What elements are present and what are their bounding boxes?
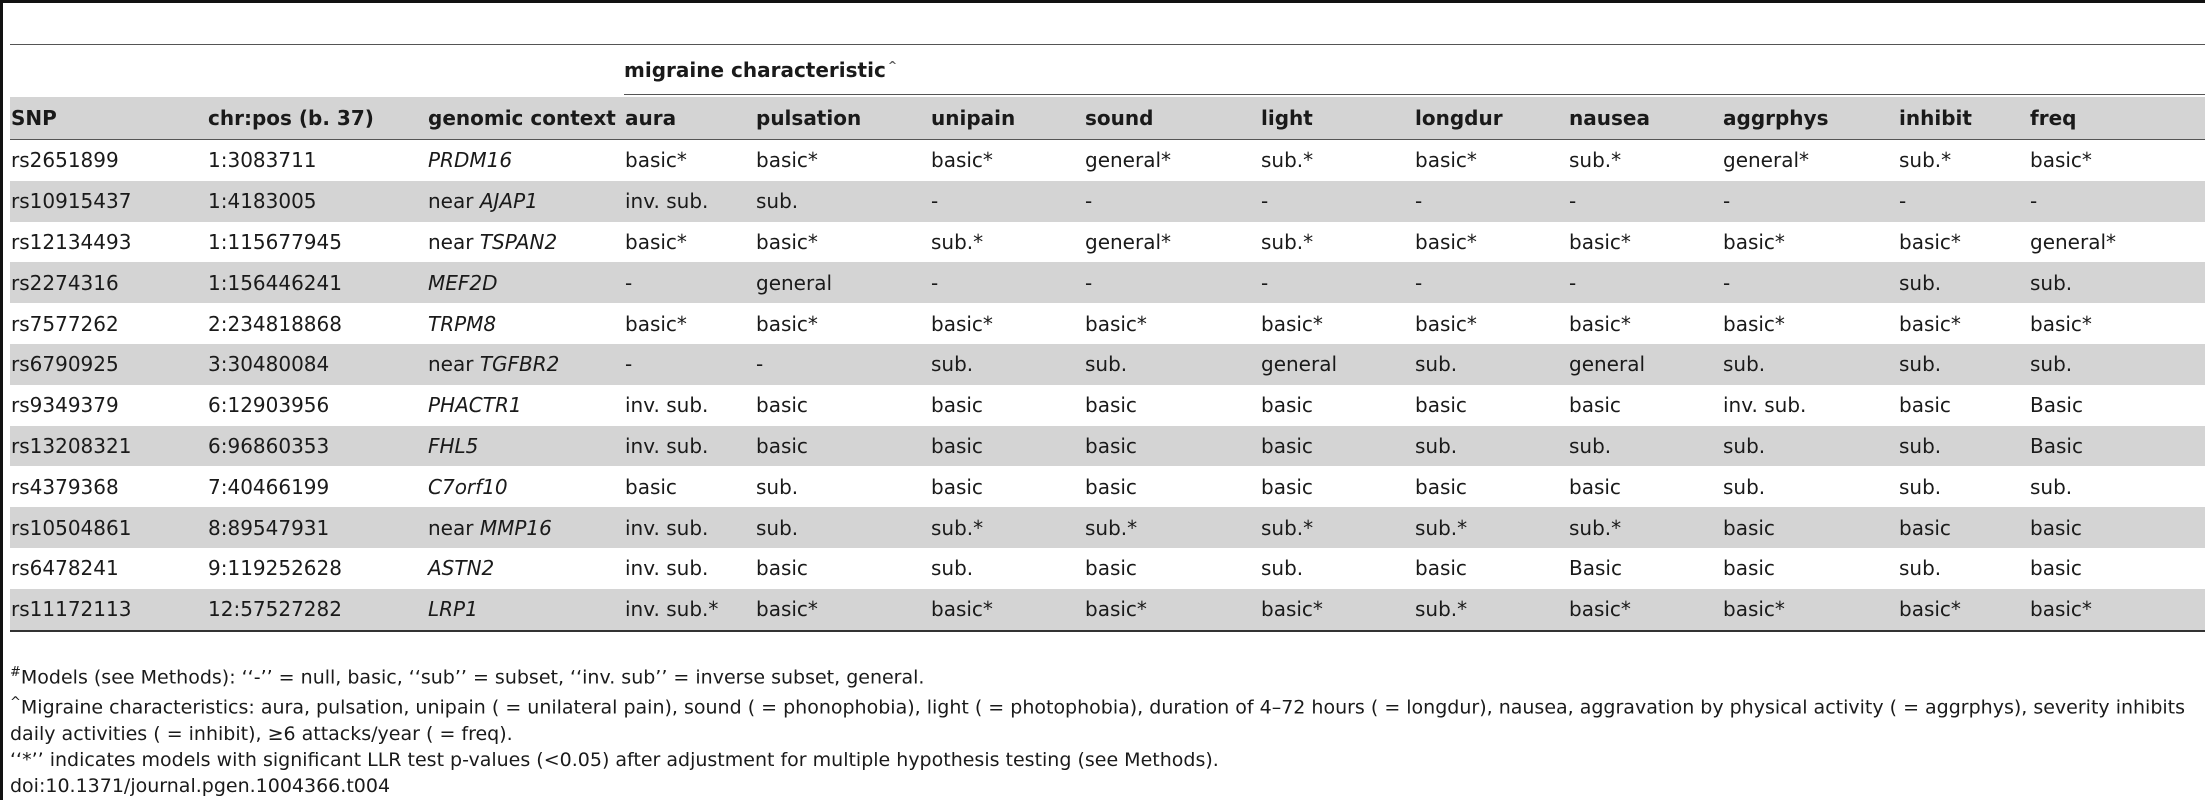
column-header: SNP: [10, 97, 207, 140]
position-cell: 7:40466199: [208, 474, 330, 499]
model-cell: sub.*: [1260, 507, 1414, 548]
position-cell: 3:30480084: [207, 344, 427, 385]
column-header: sound: [1084, 97, 1260, 140]
model-cell: -: [1414, 181, 1568, 222]
model-cell: basic: [1415, 393, 1467, 418]
model-cell: -: [930, 181, 1084, 222]
model-cell: basic*: [931, 311, 993, 336]
footnote-models-text: Models (see Methods): ‘‘-’’ = null, basic, ‘‘sub’’ = subset, ‘‘inv. sub’’ = inverse subset, general.: [20, 666, 925, 689]
model-cell: sub.: [1084, 344, 1260, 385]
genomic-context-cell: [427, 262, 624, 303]
table-row: [10, 262, 2205, 303]
footnote-models-marker: #: [10, 665, 21, 680]
snp-cell: rs10504861: [10, 507, 207, 548]
table-row: [10, 426, 2205, 467]
model-cell: sub.: [1899, 556, 1942, 581]
table-row: [10, 507, 2205, 548]
model-cell: basic: [2030, 556, 2082, 581]
snp-cell: rs10915437: [10, 181, 207, 222]
model-cell: basic: [1722, 507, 1898, 548]
model-cell: basic: [755, 426, 930, 467]
model-cell: basic: [1898, 507, 2029, 548]
model-cell: inv. sub.: [624, 181, 755, 222]
results-table: [10, 44, 2205, 632]
model-cell: -: [1568, 181, 1722, 222]
model-cell: general*: [1085, 229, 1172, 254]
model-cell: sub.*: [1414, 507, 1568, 548]
model-cell: sub.*: [1569, 148, 1622, 173]
model-cell: basic*: [1723, 311, 1785, 336]
model-cell: sub.: [1899, 474, 1942, 499]
model-cell: sub.: [755, 181, 930, 222]
model-cell: basic: [1085, 393, 1137, 418]
model-cell: basic*: [1415, 229, 1477, 254]
context-prefix: near: [428, 352, 480, 377]
model-cell: basic: [931, 393, 983, 418]
model-cell: -: [1260, 181, 1414, 222]
model-cell: general*: [2030, 229, 2117, 254]
column-header: pulsation: [755, 97, 930, 140]
model-cell: sub.: [1898, 344, 2029, 385]
position-cell: 1:4183005: [207, 181, 427, 222]
column-header: light: [1260, 97, 1414, 140]
model-cell: -: [624, 344, 755, 385]
model-cell: -: [930, 262, 1084, 303]
group-header-spacer: [10, 45, 624, 98]
model-cell: Basic: [2030, 393, 2083, 418]
model-cell: basic*: [2030, 148, 2092, 173]
model-cell: general: [1568, 344, 1722, 385]
group-header-cell: [624, 45, 2205, 98]
context-prefix: near: [428, 189, 480, 214]
gene-name: PHACTR1: [428, 393, 522, 418]
model-cell: general*: [1085, 148, 1172, 173]
snp-cell: rs6790925: [10, 344, 207, 385]
model-cell: general*: [1723, 148, 1810, 173]
footnote-models: [10, 660, 2200, 690]
model-cell: basic*: [625, 229, 687, 254]
model-cell: sub.*: [1414, 589, 1568, 631]
model-cell: basic*: [1415, 311, 1477, 336]
model-cell: basic*: [1722, 589, 1898, 631]
model-cell: basic*: [1723, 229, 1785, 254]
table-row: [10, 140, 2205, 181]
model-cell: sub.: [756, 474, 799, 499]
footnote-characteristics-text: Migraine characteristics: aura, pulsation, unipain ( = unilateral pain), sound ( = phonophobia), light ( = photophobia), duration of 4–72 hours ( = longdur), nausea, aggravation by physical activity ( = aggrphys), severity inhibits daily activities ( = inhibit), ≥6 attacks/year ( = freq).: [10, 696, 2186, 745]
model-cell: inv. sub.*: [624, 589, 755, 631]
table-row: [10, 589, 2205, 631]
snp-cell: rs12134493: [11, 229, 132, 254]
model-cell: sub.*: [1899, 148, 1952, 173]
position-cell: 6:96860353: [207, 426, 427, 467]
column-header: longdur: [1414, 97, 1568, 140]
position-cell: 8:89547931: [207, 507, 427, 548]
model-cell: basic: [1260, 426, 1414, 467]
model-cell: basic*: [1898, 589, 2029, 631]
model-cell: basic: [1415, 474, 1467, 499]
model-cell: sub.*: [1568, 507, 1722, 548]
model-cell: -: [1722, 181, 1898, 222]
snp-cell: rs7577262: [11, 311, 119, 336]
genomic-context-cell: [427, 548, 624, 589]
model-cell: sub.: [2029, 344, 2205, 385]
position-cell: 2:234818868: [208, 311, 342, 336]
doi: doi:10.1371/journal.pgen.1004366.t004: [10, 774, 391, 797]
position-cell: 9:119252628: [208, 556, 342, 581]
model-cell: basic: [931, 474, 983, 499]
model-cell: inv. sub.: [1723, 393, 1807, 418]
snp-cell: rs6478241: [11, 556, 119, 581]
position-cell: 6:12903956: [208, 393, 330, 418]
genomic-context-cell: [427, 385, 624, 426]
group-header-row: [10, 45, 2205, 98]
footnote-characteristics-marker: ^: [10, 695, 21, 711]
genomic-context-cell: [427, 181, 624, 222]
model-cell: basic: [1723, 556, 1775, 581]
model-cell: -: [624, 262, 755, 303]
model-cell: basic*: [625, 148, 687, 173]
model-cell: basic*: [1899, 311, 1961, 336]
model-cell: basic*: [756, 311, 818, 336]
gene-name: MMP16: [479, 515, 552, 540]
footnote-characteristics: [10, 690, 2200, 746]
model-cell: sub.: [931, 556, 974, 581]
model-cell: basic: [1899, 393, 1951, 418]
model-cell: basic: [1261, 474, 1313, 499]
group-header-title: migraine characteristic: [624, 57, 886, 82]
column-header: chr:pos (b. 37): [207, 97, 427, 140]
column-header: genomic context: [427, 97, 624, 140]
model-cell: Basic: [1569, 556, 1622, 581]
model-cell: basic*: [756, 148, 818, 173]
snp-cell: rs2651899: [11, 148, 119, 173]
model-cell: basic*: [756, 229, 818, 254]
gene-name: PRDM16: [428, 148, 513, 173]
model-cell: sub.: [1568, 426, 1722, 467]
model-cell: -: [755, 344, 930, 385]
model-cell: basic: [1569, 474, 1621, 499]
model-cell: basic*: [930, 589, 1084, 631]
snp-cell: rs11172113: [10, 589, 207, 631]
model-cell: sub.: [755, 507, 930, 548]
model-cell: basic*: [1899, 229, 1961, 254]
model-cell: basic: [2029, 507, 2205, 548]
model-cell: basic: [756, 393, 808, 418]
table-row: [10, 344, 2205, 385]
gene-name: LRP1: [428, 597, 478, 622]
model-cell: basic*: [625, 311, 687, 336]
footnote-significance: ‘‘*’’ indicates models with significant LLR test p-values (<0.05) after adjustment for multiple hypothesis testing (see Methods).: [10, 748, 1219, 771]
genomic-context-cell: [427, 466, 624, 507]
gene-name: TSPAN2: [479, 229, 558, 254]
model-cell: basic*: [1260, 589, 1414, 631]
genomic-context-cell: [427, 222, 624, 263]
table-row: [10, 222, 2205, 263]
snp-cell: rs4379368: [11, 474, 119, 499]
model-cell: -: [1260, 262, 1414, 303]
model-cell: -: [2029, 181, 2205, 222]
model-cell: inv. sub.: [624, 426, 755, 467]
model-cell: basic: [1085, 556, 1137, 581]
model-cell: basic*: [2030, 311, 2092, 336]
model-cell: -: [1084, 181, 1260, 222]
genomic-context-cell: [427, 507, 624, 548]
column-header: inhibit: [1898, 97, 2029, 140]
model-cell: basic*: [1261, 311, 1323, 336]
model-cell: sub.: [1722, 344, 1898, 385]
model-cell: inv. sub.: [625, 556, 709, 581]
model-cell: Basic: [2029, 426, 2205, 467]
model-cell: basic*: [931, 148, 993, 173]
model-cell: sub.: [1898, 262, 2029, 303]
model-cell: basic: [1415, 556, 1467, 581]
model-cell: basic*: [1085, 311, 1147, 336]
model-cell: sub.: [2029, 262, 2205, 303]
gene-name: TRPM8: [428, 311, 497, 336]
column-header: aura: [624, 97, 755, 140]
gene-name: MEF2D: [428, 270, 498, 295]
model-cell: basic: [625, 474, 677, 499]
gene-name: TGFBR2: [479, 352, 560, 377]
model-cell: -: [1414, 262, 1568, 303]
column-header: aggrphys: [1722, 97, 1898, 140]
table-row: [10, 548, 2205, 589]
left-border: [0, 0, 3, 800]
model-cell: -: [1898, 181, 2029, 222]
genomic-context-cell: [427, 303, 624, 344]
model-cell: basic*: [1084, 589, 1260, 631]
model-cell: general: [1260, 344, 1414, 385]
model-cell: basic*: [1568, 589, 1722, 631]
model-cell: -: [1568, 262, 1722, 303]
column-header: freq: [2029, 97, 2205, 140]
genomic-context-cell: [427, 589, 624, 631]
model-cell: sub.*: [930, 507, 1084, 548]
model-cell: basic: [756, 556, 808, 581]
model-cell: sub.: [1898, 426, 2029, 467]
table-row: [10, 303, 2205, 344]
model-cell: basic*: [2029, 589, 2205, 631]
gene-name: C7orf10: [428, 474, 508, 499]
model-cell: sub.*: [1261, 229, 1314, 254]
position-cell: 12:57527282: [207, 589, 427, 631]
model-cell: inv. sub.: [625, 393, 709, 418]
top-border: [0, 0, 2205, 3]
model-cell: basic: [930, 426, 1084, 467]
model-cell: sub.: [2030, 474, 2073, 499]
position-cell: 1:3083711: [208, 148, 317, 173]
model-cell: sub.: [1722, 426, 1898, 467]
model-cell: basic: [1084, 426, 1260, 467]
column-header-row: [10, 97, 2205, 140]
genomic-context-cell: [427, 426, 624, 467]
position-cell: 1:156446241: [207, 262, 427, 303]
model-cell: basic*: [1569, 229, 1631, 254]
model-cell: sub.: [1261, 556, 1304, 581]
gene-name: ASTN2: [428, 556, 495, 581]
table-row: [10, 385, 2205, 426]
model-cell: sub.: [1414, 344, 1568, 385]
model-cell: sub.: [1723, 474, 1766, 499]
model-cell: basic: [1569, 393, 1621, 418]
model-cell: -: [1722, 262, 1898, 303]
table-row: [10, 466, 2205, 507]
model-cell: sub.: [1414, 426, 1568, 467]
gene-name: FHL5: [428, 433, 479, 458]
model-cell: -: [1084, 262, 1260, 303]
context-prefix: near: [428, 229, 480, 254]
position-cell: 1:115677945: [208, 229, 342, 254]
table-body: [10, 140, 2205, 631]
genomic-context-cell: [427, 344, 624, 385]
group-header-marker: ^: [887, 58, 898, 72]
column-header: nausea: [1568, 97, 1722, 140]
model-cell: basic: [1261, 393, 1313, 418]
snp-cell: rs13208321: [10, 426, 207, 467]
model-cell: sub.*: [1261, 148, 1314, 173]
model-cell: general: [755, 262, 930, 303]
snp-cell: rs2274316: [10, 262, 207, 303]
table-footnotes: [10, 660, 2200, 799]
model-cell: basic*: [755, 589, 930, 631]
column-header: unipain: [930, 97, 1084, 140]
model-cell: basic*: [1415, 148, 1477, 173]
gene-name: AJAP1: [479, 189, 538, 214]
context-prefix: near: [428, 515, 480, 540]
model-cell: sub.*: [1084, 507, 1260, 548]
model-cell: sub.: [930, 344, 1084, 385]
snp-cell: rs9349379: [11, 393, 119, 418]
model-cell: sub.*: [931, 229, 984, 254]
model-cell: basic: [1085, 474, 1137, 499]
table-row: [10, 181, 2205, 222]
model-cell: basic*: [1569, 311, 1631, 336]
genomic-context-cell: [427, 140, 624, 181]
results-table-container: [10, 44, 2205, 632]
model-cell: inv. sub.: [624, 507, 755, 548]
